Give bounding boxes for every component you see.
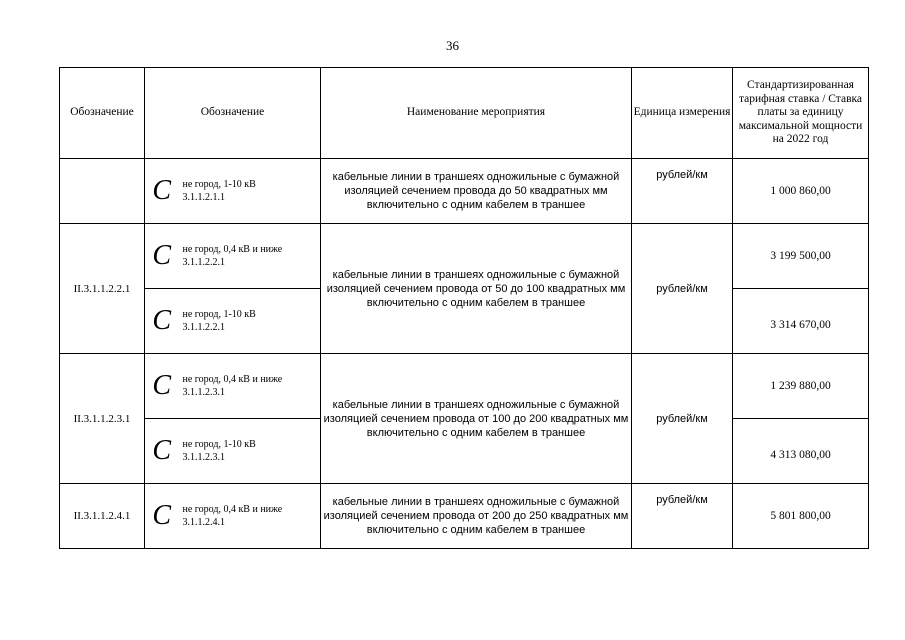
rate-cell: 1 000 860,00 [733, 159, 869, 224]
c-symbol: C [145, 159, 179, 224]
c-symbol: C [145, 224, 179, 289]
table-row [60, 224, 869, 289]
c-symbol: C [145, 419, 179, 484]
voltage-code-cell [179, 484, 321, 549]
table-row [60, 484, 869, 549]
rate-cell: 3 314 670,00 [733, 289, 869, 354]
unit-cell: рублей/км [632, 159, 733, 224]
header-unit: Единица измерения [632, 68, 733, 159]
row-code: II.3.1.1.2.3.1 [60, 354, 145, 484]
unit-cell: рублей/км [632, 484, 733, 549]
activity-name: кабельные линии в траншеях одножильные с бумажной изоляцией сечением провода до 50 квадратных мм включительно с одним кабелем в траншее [321, 159, 632, 224]
voltage-code-cell [179, 289, 321, 354]
page-number: 36 [446, 38, 459, 53]
header-designation-1: Обозначение [60, 68, 145, 159]
c-symbol: C [145, 289, 179, 354]
voltage-label: не город, 1-10 кВ [182, 309, 256, 320]
activity-name: кабельные линии в траншеях одножильные с бумажной изоляцией сечением провода от 200 до 250 квадратных мм включительно с одним кабелем в траншее [321, 484, 632, 549]
tariff-table [59, 67, 869, 549]
table-row [60, 354, 869, 419]
voltage-code-cell [179, 419, 321, 484]
row-code: II.3.1.1.2.4.1 [60, 484, 145, 549]
sub-code: 3.1.1.2.3.1 [182, 387, 225, 398]
voltage-label: не город, 1-10 кВ [182, 179, 256, 190]
voltage-label: не город, 1-10 кВ [182, 439, 256, 450]
row-code [60, 159, 145, 224]
voltage-code-cell [179, 224, 321, 289]
rate-cell: 1 239 880,00 [733, 354, 869, 419]
header-rate: Стандартизированная тарифная ставка / Ставка платы за единицу максимальной мощности на 2022 год [733, 68, 869, 159]
sub-code: 3.1.1.2.1.1 [182, 192, 225, 203]
row-code: II.3.1.1.2.2.1 [60, 224, 145, 354]
voltage-label: не город, 0,4 кВ и ниже [182, 374, 283, 385]
voltage-code-cell [179, 159, 321, 224]
sub-code: 3.1.1.2.2.1 [182, 257, 225, 268]
activity-name: кабельные линии в траншеях одножильные с бумажной изоляцией сечением провода от 50 до 100 квадратных мм включительно с одним кабелем в траншее [321, 224, 632, 354]
activity-name: кабельные линии в траншеях одножильные с бумажной изоляцией сечением провода от 100 до 200 квадратных мм включительно с одним кабелем в траншее [321, 354, 632, 484]
table-row [60, 159, 869, 224]
voltage-label: не город, 0,4 кВ и ниже [182, 244, 283, 255]
rate-cell: 3 199 500,00 [733, 224, 869, 289]
rate-cell: 4 313 080,00 [733, 419, 869, 484]
header-designation-2: Обозначение [145, 68, 321, 159]
unit-cell: рублей/км [632, 224, 733, 354]
rate-cell: 5 801 800,00 [733, 484, 869, 549]
sub-code: 3.1.1.2.2.1 [182, 322, 225, 333]
unit-cell: рублей/км [632, 354, 733, 484]
voltage-code-cell [179, 354, 321, 419]
c-symbol: C [145, 354, 179, 419]
header-row [60, 68, 869, 159]
voltage-label: не город, 0,4 кВ и ниже [182, 504, 283, 515]
sub-code: 3.1.1.2.4.1 [182, 517, 225, 528]
c-symbol: C [145, 484, 179, 549]
sub-code: 3.1.1.2.3.1 [182, 452, 225, 463]
header-activity-name: Наименование мероприятия [321, 68, 632, 159]
